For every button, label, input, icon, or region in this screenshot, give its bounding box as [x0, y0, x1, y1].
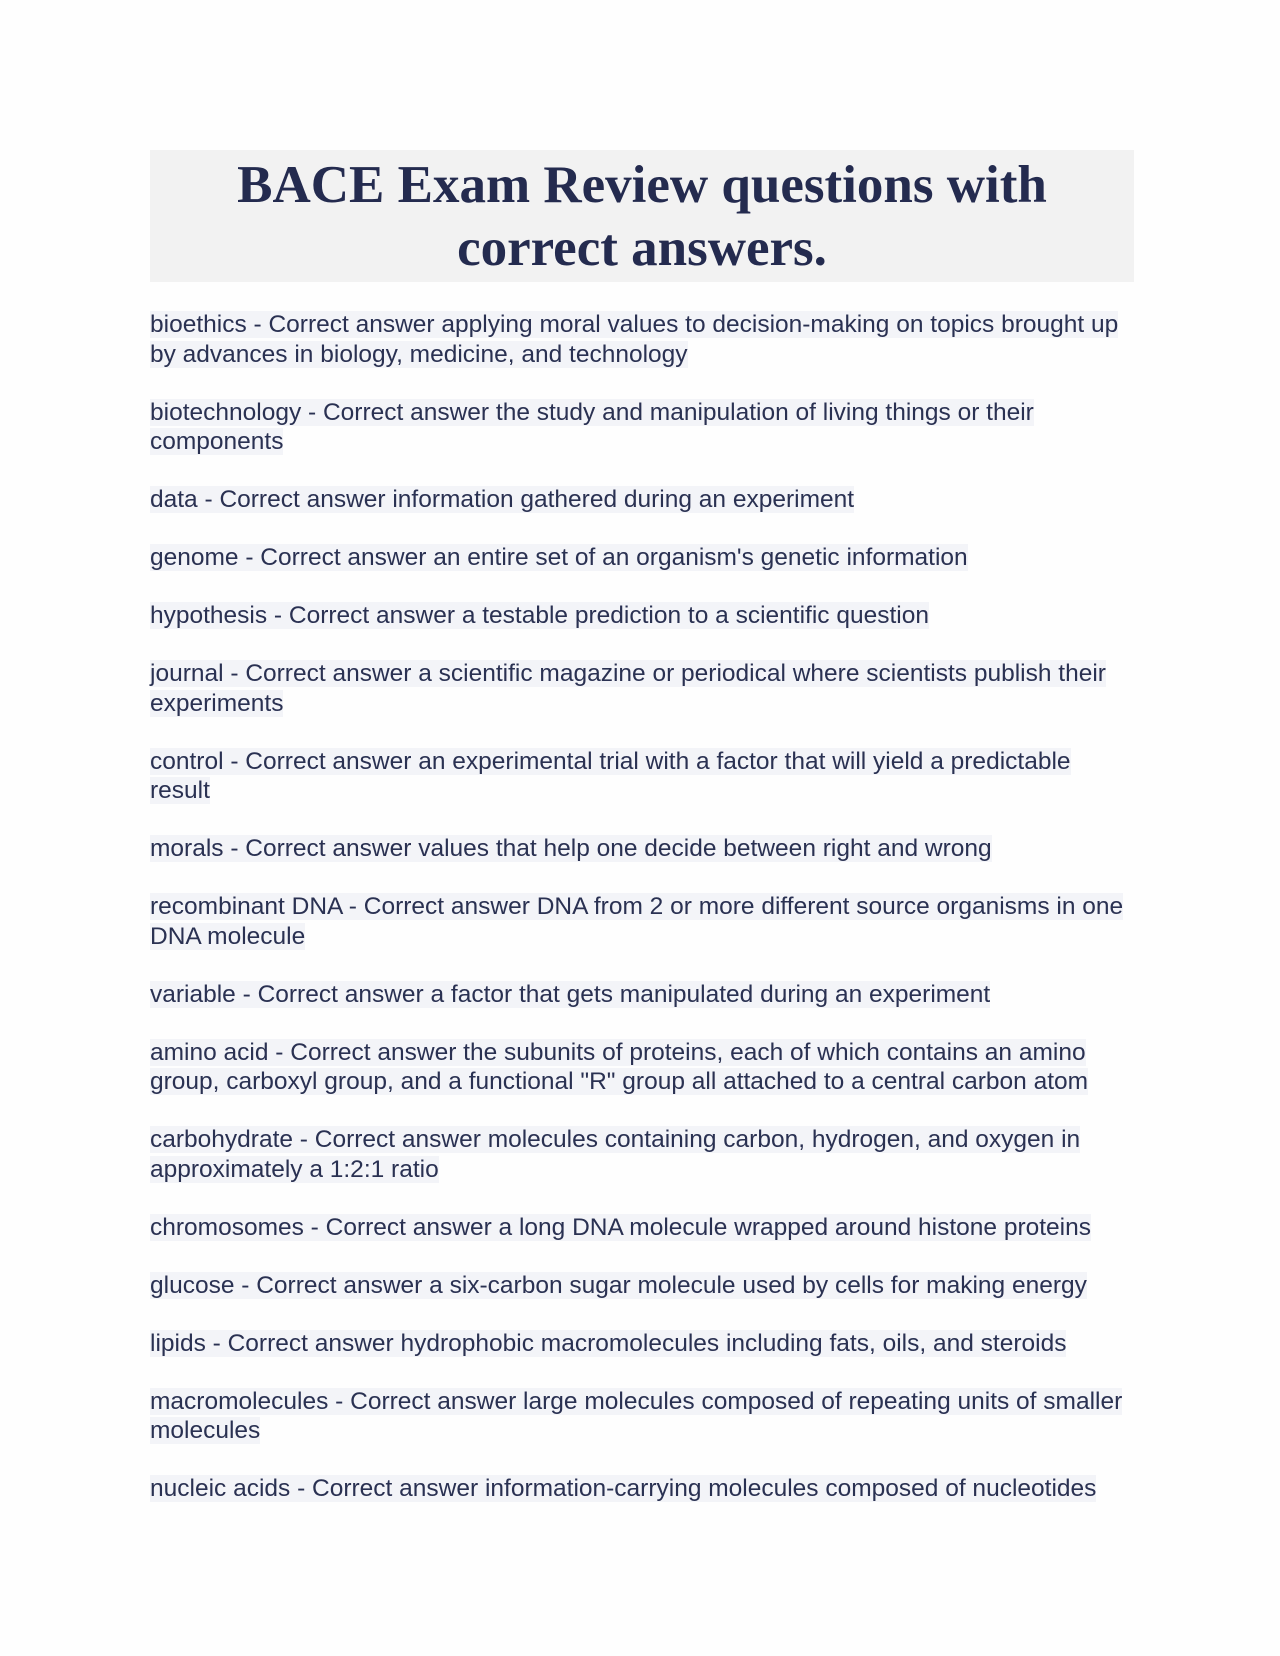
- title-box: [150, 150, 1134, 282]
- list-item: [150, 747, 1134, 806]
- list-item: [150, 1213, 1134, 1243]
- entry-text: carbohydrate - Correct answer molecules containing carbon, hydrogen, and oxygen in approximately a 1:2:1 ratio: [150, 1126, 1081, 1183]
- list-item: [150, 485, 1134, 515]
- entry-text: biotechnology - Correct answer the study and manipulation of living things or their components: [150, 398, 1034, 455]
- list-item: [150, 1474, 1134, 1504]
- list-item: [150, 1387, 1134, 1446]
- list-item: [150, 1329, 1134, 1359]
- entry-text: data - Correct answer information gathered during an experiment: [150, 486, 855, 513]
- list-item: [150, 398, 1134, 457]
- entry-text: control - Correct answer an experimental trial with a factor that will yield a predictable result: [150, 747, 1071, 804]
- list-item: [150, 601, 1134, 631]
- entry-text: bioethics - Correct answer applying moral values to decision-making on topics brought up by advances in biology, medicine, and technology: [150, 311, 1119, 368]
- entry-text: macromolecules - Correct answer large molecules composed of repeating units of smaller molecules: [150, 1387, 1123, 1444]
- list-item: [150, 1271, 1134, 1301]
- page-title: BACE Exam Review questions with correct answers.: [237, 156, 1047, 277]
- entry-text: nucleic acids - Correct answer information-carrying molecules composed of nucleotides: [150, 1475, 1097, 1502]
- list-item: [150, 310, 1134, 369]
- list-item: [150, 1125, 1134, 1184]
- entry-text: lipids - Correct answer hydrophobic macromolecules including fats, oils, and steroids: [150, 1329, 1067, 1357]
- list-item: [150, 659, 1134, 718]
- list-item: [150, 892, 1134, 951]
- entry-text: chromosomes - Correct answer a long DNA molecule wrapped around histone proteins: [150, 1213, 1091, 1241]
- entry-text: hypothesis - Correct answer a testable prediction to a scientific question: [150, 602, 929, 629]
- list-item: [150, 834, 1134, 864]
- entry-text: variable - Correct answer a factor that gets manipulated during an experiment: [150, 980, 991, 1008]
- entry-list: [150, 310, 1134, 1504]
- entry-text: recombinant DNA - Correct answer DNA from 2 or more different source organisms in one DNA molecule: [150, 893, 1124, 950]
- list-item: [150, 543, 1134, 573]
- entry-text: morals - Correct answer values that help one decide between right and wrong: [150, 835, 992, 862]
- entry-text: glucose - Correct answer a six-carbon sugar molecule used by cells for making energy: [150, 1271, 1087, 1299]
- document-page: [150, 150, 1134, 1532]
- list-item: [150, 980, 1134, 1010]
- entry-text: amino acid - Correct answer the subunits of proteins, each of which contains an amino group, carboxyl group, and a functional "R" group all attached to a central carbon atom: [150, 1038, 1089, 1095]
- list-item: [150, 1038, 1134, 1097]
- entry-text: journal - Correct answer a scientific magazine or periodical where scientists publish their experiments: [150, 660, 1106, 717]
- entry-text: genome - Correct answer an entire set of an organism's genetic information: [150, 544, 968, 571]
